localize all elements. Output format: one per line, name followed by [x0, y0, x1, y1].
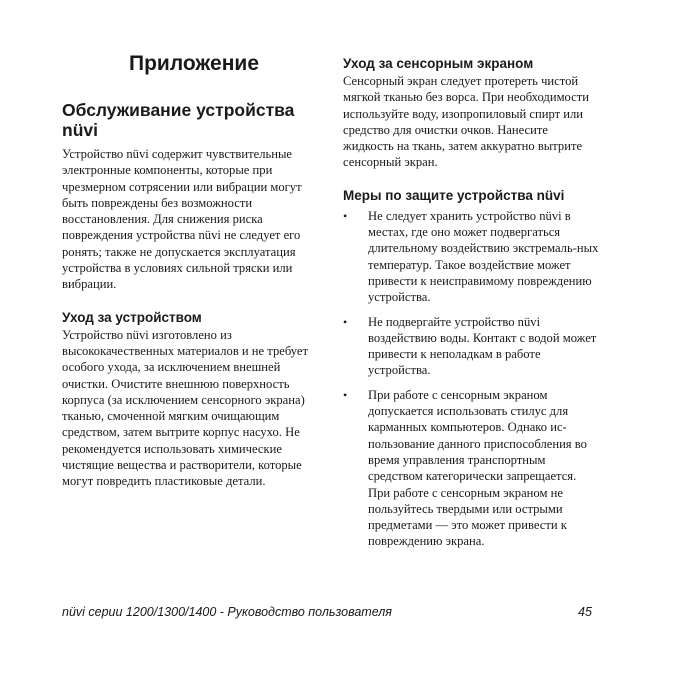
- bullet-icon: •: [343, 387, 348, 402]
- maintenance-text: Устройство nüvi содержит чувствительные электронные компоненты, которые при чрезмерном сотрясении или вибрации могут быть повреждены без возможности восстановления. Для снижения риска повреждения устройства nüvi не следует его ронять; также не допускается эксплуатация устройства в условиях сильной тряски или вибрации.: [62, 147, 302, 292]
- right-column: [343, 56, 601, 558]
- footer-title: nüvi серии 1200/1300/1400 - Руководство пользователя: [62, 605, 392, 619]
- list-item-text: Не следует хранить устройство nüvi в местах, где оно может подвергаться длительному воздействию экстремаль-ных температур. Такое воздействие может привести к неисправимому повреждению устройства.: [368, 208, 599, 305]
- device-care-text: Устройство nüvi изготовлено из высококачественных материалов и не требует особого ухода, за исключением внешней очистки. Очистите внешнюю поверхность корпуса (за исключением сенсорного экрана) тканью, смоченной мягким очищающим средством, затем вытрите корпус насухо. Не рекомендуется использовать химические чистящие вещества и растворители, которые могут повредить пластиковые детали.: [62, 327, 308, 489]
- screen-care-heading: Уход за сенсорным экраном: [343, 56, 534, 71]
- screen-care-text: Сенсорный экран следует протереть чистой мягкой тканью без ворса. При необходимости используйте воду, изопропиловый спирт или средство для очистки очков. Нанесите жидкость на ткань, затем аккуратно вытрите сенсорный экран.: [343, 74, 589, 170]
- device-care-heading: Уход за устройством: [62, 309, 202, 325]
- appendix-title: Приложение: [128, 52, 259, 75]
- bullet-icon: •: [343, 314, 348, 329]
- list-item: [343, 208, 601, 306]
- protection-heading: Меры по защите устройства nüvi: [343, 187, 565, 203]
- protection-list: [343, 208, 601, 550]
- left-column: [62, 52, 320, 490]
- list-item-text: Не подвергайте устройство nüvi воздействию воды. Контакт с водой может привести к неполадкам в работе устройства.: [368, 314, 597, 378]
- list-item: [343, 314, 601, 379]
- list-item-text: При работе с сенсорным экраном допускается использовать стилус для карманных компьютеров. Однако ис-пользование данного приспособления во время управления транспортным средством категорически запрещается. При работе с сенсорным экраном не пользуйтесь твердыми или острыми предметами — это может привести к повреждению экрана.: [368, 387, 587, 549]
- bullet-icon: •: [343, 208, 348, 223]
- maintenance-heading: Обслуживание устройства nüvi: [62, 100, 295, 140]
- list-item: [343, 387, 601, 550]
- page-number: 45: [578, 605, 592, 619]
